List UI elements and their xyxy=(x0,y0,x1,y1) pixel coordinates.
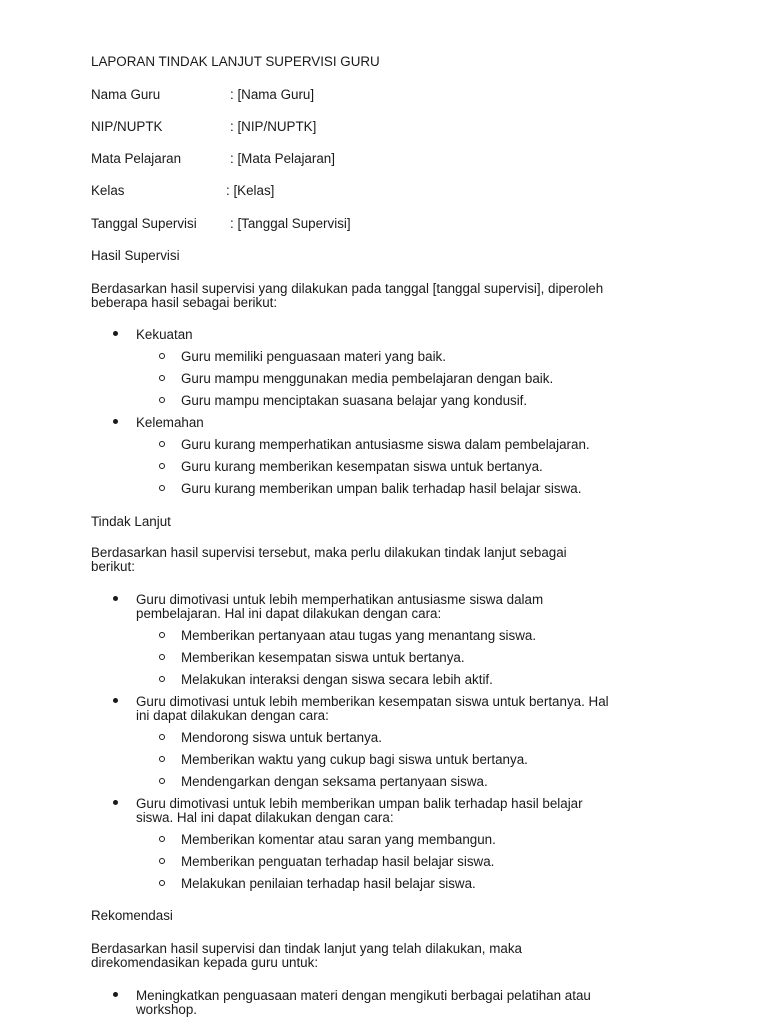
list-item: Memberikan kesempatan siswa untuk bertanya. xyxy=(181,650,465,665)
list-item: Memberikan waktu yang cukup bagi siswa untuk bertanya. xyxy=(181,752,528,767)
list-item: Guru memiliki penguasaan materi yang baik. xyxy=(181,349,446,364)
circle-bullet-icon xyxy=(159,778,165,784)
field-value-kelas: : [Kelas] xyxy=(226,183,275,198)
section-heading-hasil: Hasil Supervisi xyxy=(91,248,180,263)
bullet-icon xyxy=(113,331,118,336)
list-item: Memberikan pertanyaan atau tugas yang menantang siswa. xyxy=(181,628,537,643)
circle-bullet-icon xyxy=(159,654,165,660)
field-label-tanggal-supervisi: Tanggal Supervisi xyxy=(91,216,197,231)
hasil-intro-line-2: beberapa hasil sebagai berikut: xyxy=(91,295,278,310)
group-label-line: Guru dimotivasi untuk lebih memperhatikan antusiasme siswa dalam xyxy=(136,592,544,607)
list-item: Guru mampu menggunakan media pembelajaran dengan baik. xyxy=(181,371,554,386)
document-title: LAPORAN TINDAK LANJUT SUPERVISI GURU xyxy=(91,54,380,69)
rekomendasi-intro-line-1: Berdasarkan hasil supervisi dan tindak lanjut yang telah dilakukan, maka xyxy=(91,941,522,956)
bullet-icon xyxy=(113,596,118,601)
circle-bullet-icon xyxy=(159,485,165,491)
list-item: Mendengarkan dengan seksama pertanyaan siswa. xyxy=(181,774,488,789)
field-value-nip: : [NIP/NUPTK] xyxy=(230,119,317,134)
circle-bullet-icon xyxy=(159,676,165,682)
group-label-line: Guru dimotivasi untuk lebih memberikan kesempatan siswa untuk bertanya. Hal xyxy=(136,694,609,709)
field-label-kelas: Kelas xyxy=(91,183,125,198)
hasil-intro-line-1: Berdasarkan hasil supervisi yang dilakukan pada tanggal [tanggal supervisi], diperoleh xyxy=(91,281,604,296)
bullet-icon xyxy=(113,698,118,703)
rekomendasi-intro-line-2: direkomendasikan kepada guru untuk: xyxy=(91,955,319,970)
group-label-line: ini dapat dilakukan dengan cara: xyxy=(136,708,329,723)
field-value-nama-guru: : [Nama Guru] xyxy=(230,87,315,102)
list-item: Melakukan penilaian terhadap hasil belajar siswa. xyxy=(181,876,476,891)
list-item-line: Meningkatkan penguasaan materi dengan mengikuti berbagai pelatihan atau xyxy=(136,988,591,1003)
circle-bullet-icon xyxy=(159,397,165,403)
list-item: Memberikan penguatan terhadap hasil belajar siswa. xyxy=(181,854,495,869)
list-item: Guru kurang memperhatikan antusiasme siswa dalam pembelajaran. xyxy=(181,437,590,452)
bullet-icon xyxy=(113,419,118,424)
section-heading-rekomendasi: Rekomendasi xyxy=(91,908,173,923)
field-value-tanggal-supervisi: : [Tanggal Supervisi] xyxy=(230,216,351,231)
circle-bullet-icon xyxy=(159,441,165,447)
tindak-intro-line-2: berikut: xyxy=(91,559,135,574)
bullet-icon xyxy=(113,800,118,805)
group-label-line: pembelajaran. Hal ini dapat dilakukan dengan cara: xyxy=(136,606,442,621)
list-item: Memberikan komentar atau saran yang membangun. xyxy=(181,832,496,847)
circle-bullet-icon xyxy=(159,734,165,740)
group-label-line: siswa. Hal ini dapat dilakukan dengan cara: xyxy=(136,810,394,825)
list-item: Guru kurang memberikan umpan balik terhadap hasil belajar siswa. xyxy=(181,481,582,496)
list-item: Melakukan interaksi dengan siswa secara lebih aktif. xyxy=(181,672,493,687)
group-label-kekuatan: Kekuatan xyxy=(136,327,193,342)
circle-bullet-icon xyxy=(159,463,165,469)
list-item: Mendorong siswa untuk bertanya. xyxy=(181,730,382,745)
circle-bullet-icon xyxy=(159,836,165,842)
group-label-kelemahan: Kelemahan xyxy=(136,415,204,430)
circle-bullet-icon xyxy=(159,375,165,381)
bullet-icon xyxy=(113,992,118,997)
list-item: Guru kurang memberikan kesempatan siswa untuk bertanya. xyxy=(181,459,543,474)
field-label-nip: NIP/NUPTK xyxy=(91,119,163,134)
circle-bullet-icon xyxy=(159,880,165,886)
list-item-line: workshop. xyxy=(136,1002,198,1017)
section-heading-tindak-lanjut: Tindak Lanjut xyxy=(91,514,171,529)
circle-bullet-icon xyxy=(159,756,165,762)
list-item: Guru mampu menciptakan suasana belajar yang kondusif. xyxy=(181,393,528,408)
circle-bullet-icon xyxy=(159,353,165,359)
circle-bullet-icon xyxy=(159,858,165,864)
field-label-nama-guru: Nama Guru xyxy=(91,87,161,102)
group-label-line: Guru dimotivasi untuk lebih memberikan umpan balik terhadap hasil belajar xyxy=(136,796,583,811)
tindak-intro-line-1: Berdasarkan hasil supervisi tersebut, maka perlu dilakukan tindak lanjut sebagai xyxy=(91,545,567,560)
field-label-mata-pelajaran: Mata Pelajaran xyxy=(91,151,182,166)
field-value-mata-pelajaran: : [Mata Pelajaran] xyxy=(230,151,335,166)
circle-bullet-icon xyxy=(159,632,165,638)
